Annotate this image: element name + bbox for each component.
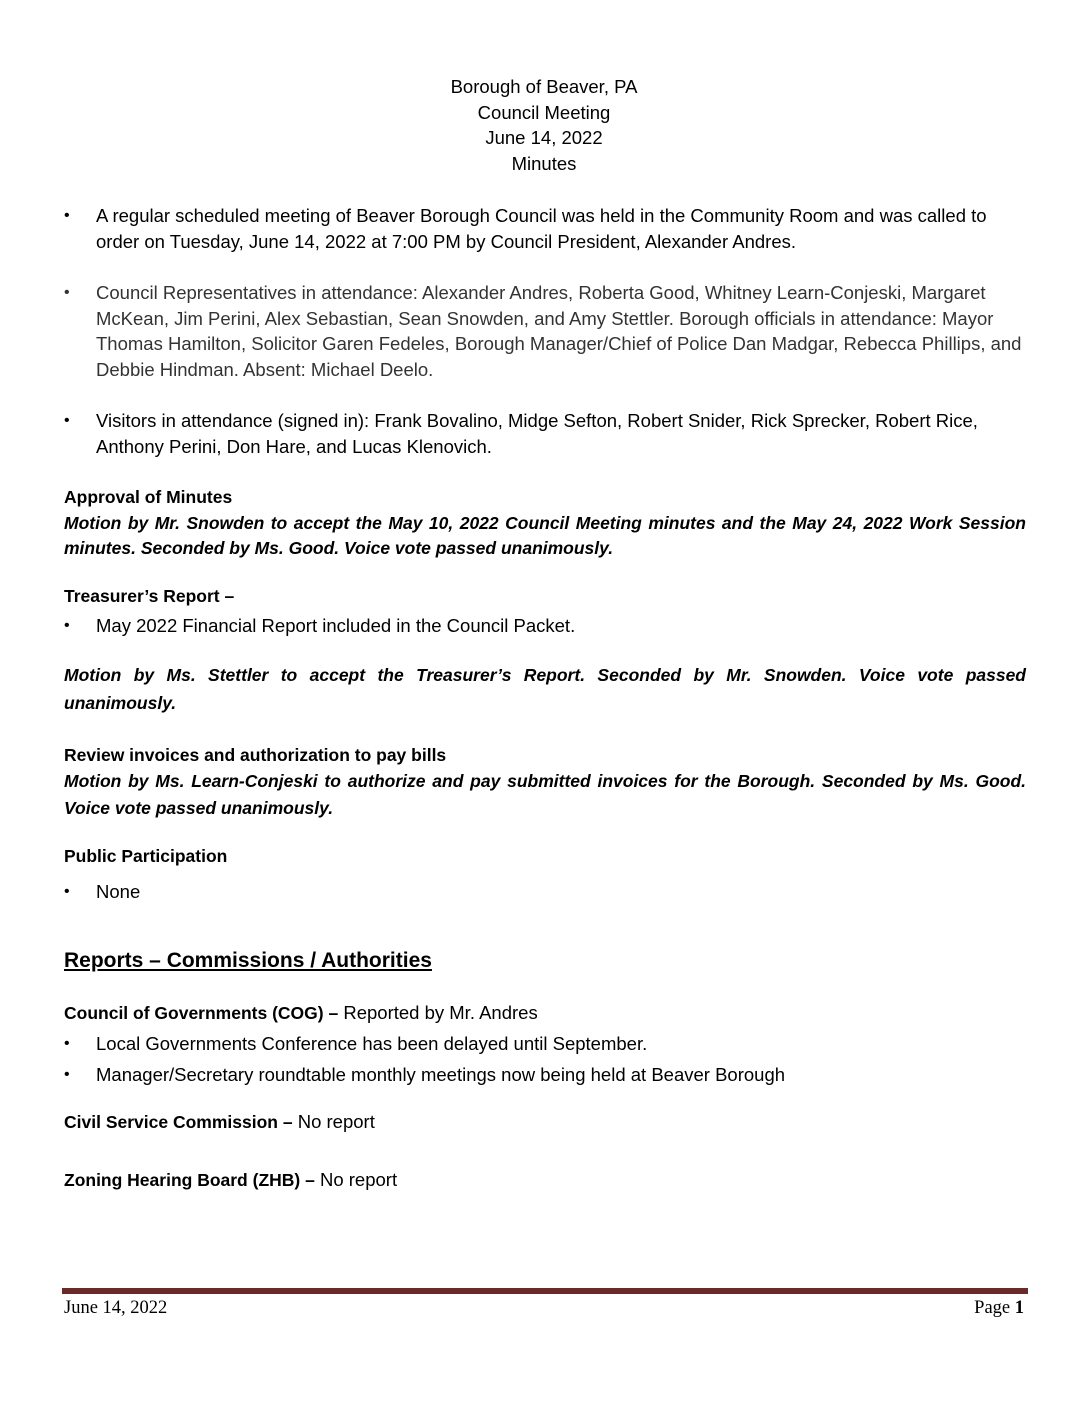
civil-service-report — [64, 1109, 1026, 1136]
public-participation-bullet — [64, 879, 1026, 905]
bullet-text: May 2022 Financial Report included in the Council Packet. — [96, 615, 576, 636]
treasurer-motion: Motion by Ms. Stettler to accept the Treasurer’s Report. Seconded by Mr. Snowden. Voice vote passed unanimously. — [64, 664, 1026, 713]
footer-page-label: Page — [974, 1298, 1015, 1318]
civil-service-label: Civil Service Commission – — [64, 1112, 293, 1132]
footer-date: June 14, 2022 — [64, 1298, 168, 1318]
zhb-report — [64, 1167, 1026, 1194]
zhb-text: No report — [314, 1168, 398, 1190]
treasurer-bullet — [64, 613, 1026, 639]
footer-page-value: 1 — [1014, 1298, 1024, 1318]
footer-page-number — [974, 1298, 1024, 1319]
bullet-text: Visitors in attendance (signed in): Frank Bovalino, Midge Sefton, Robert Snider, Rick Sprecker, Robert Rice, Anthony Perini, Don Hare, and Lucas Klenovich. — [96, 410, 978, 457]
approval-motion: Motion by Mr. Snowden to accept the May 10, 2022 Council Meeting minutes and the May 24, 2022 Work Session minutes. Seconded by Ms. Good. Voice vote passed unanimously. — [64, 512, 1026, 558]
reports-section-title: Reports – Commissions / Authorities — [64, 949, 432, 972]
invoices-motion: Motion by Ms. Learn-Conjeski to authorize and pay submitted invoices for the Borough. Seconded by Ms. Good. Voice vote passed unanimously. — [64, 771, 1026, 818]
cog-bullet — [64, 1031, 1026, 1057]
invoices-heading: Review invoices and authorization to pay bills — [64, 744, 447, 765]
bullet-text: Local Governments Conference has been delayed until September. — [96, 1033, 648, 1054]
bullet-icon: • — [64, 882, 70, 900]
bullet-icon: • — [64, 617, 70, 634]
cog-bullet — [64, 1062, 1026, 1088]
bullet-text: A regular scheduled meeting of Beaver Borough Council was held in the Community Room and was called to order on Tuesday, June 14, 2022 at 7:00 PM by Council President, Alexander Andres. — [96, 205, 987, 252]
approval-heading: Approval of Minutes — [64, 487, 233, 507]
header-date: June 14, 2022 — [485, 127, 603, 148]
bullet-text: None — [96, 880, 141, 902]
bullet-icon: • — [64, 1035, 70, 1052]
treasurer-heading: Treasurer’s Report – — [64, 585, 235, 606]
zhb-label: Zoning Hearing Board (ZHB) – — [64, 1169, 315, 1190]
public-participation-heading: Public Participation — [64, 846, 228, 866]
intro-bullet-attendance — [64, 280, 1026, 382]
intro-bullet-call-to-order — [64, 203, 1026, 254]
civil-service-text: No report — [292, 1111, 375, 1132]
cog-report — [64, 1000, 1026, 1027]
intro-bullet-visitors — [64, 408, 1026, 459]
header-meeting-type: Council Meeting — [477, 101, 611, 123]
document-header — [0, 74, 1088, 176]
document-body — [64, 203, 1026, 1193]
bullet-icon: • — [64, 1065, 70, 1083]
cog-label: Council of Governments (COG) – — [64, 1002, 339, 1023]
cog-text: Reported by Mr. Andres — [338, 1001, 538, 1023]
bullet-icon: • — [64, 284, 70, 301]
bullet-icon: • — [64, 207, 70, 224]
bullet-icon: • — [64, 412, 70, 429]
footer-divider — [62, 1288, 1028, 1294]
header-doc-type: Minutes — [511, 152, 577, 174]
bullet-text: Manager/Secretary roundtable monthly meetings now being held at Beaver Borough — [96, 1063, 786, 1085]
header-borough: Borough of Beaver, PA — [450, 76, 638, 97]
bullet-text: Council Representatives in attendance: Alexander Andres, Roberta Good, Whitney Learn-Conjeski, Margaret McKean, Jim Perini, Alex Sebastian, Sean Snowden, and Amy Stettler. Borough officials in attendance: Mayor Thomas Hamilton, Solicitor Garen Fedeles, Borough Manager/Chief of Police Dan Madgar, Rebecca Phillips, and Debbie Hindman. Absent: Michael Deelo. — [96, 282, 1022, 380]
